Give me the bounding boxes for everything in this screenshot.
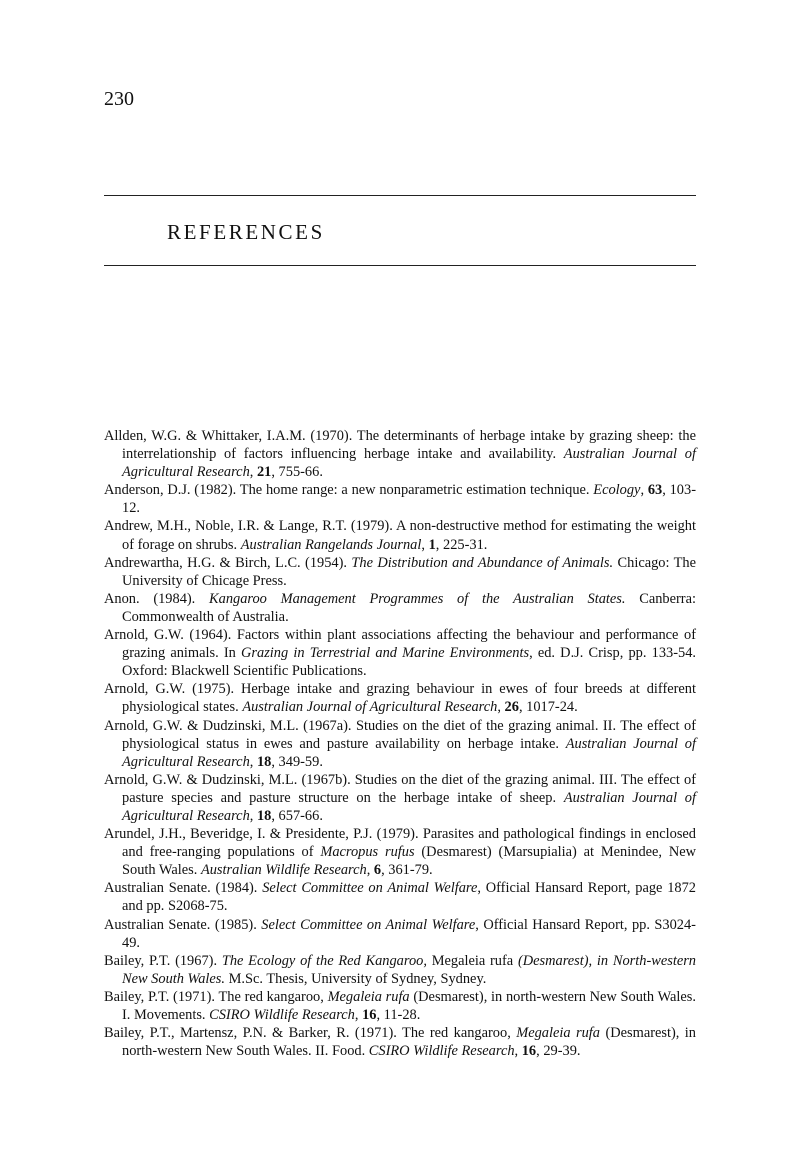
reference-text: Select Committee on Animal Welfare — [261, 916, 476, 933]
reference-text: Arnold, G.W. (1975). Herbage intake and grazing behaviour in ewes of four breeds at different physiological states. — [104, 681, 696, 716]
reference-text: Andrew, M.H., Noble, I.R. & Lange, R.T. (1979). A non-destructive method for estimating the weight of forage on shrubs. — [104, 518, 696, 553]
reference-text: , Official Hansard Report, pp. S3024-49. — [122, 916, 696, 951]
reference-text: 16 — [362, 1007, 377, 1023]
reference-entry — [104, 481, 696, 517]
reference-entry — [104, 626, 696, 680]
reference-text: Australian Journal of Agricultural Research — [122, 789, 696, 824]
reference-text: , — [354, 1007, 363, 1023]
reference-text: , — [514, 1043, 522, 1060]
reference-text: , 361-79. — [381, 862, 433, 879]
reference-text: , — [421, 536, 429, 553]
reference-text: (Desmarest) (Marsupialia) at Menindee, New South Wales. — [122, 844, 697, 879]
reference-text: Chicago: The University of Chicage Press. — [122, 554, 696, 589]
reference-text: (Desmarest), in north-western New South Wales. I. Movements. — [122, 988, 696, 1023]
reference-text: Australian Journal of Agricultural Research — [122, 446, 696, 481]
reference-text: , 11-28. — [376, 1007, 421, 1023]
reference-text: , 29-39. — [536, 1043, 581, 1060]
reference-entry — [104, 1024, 696, 1060]
reference-text: CSIRO Wildlife Research — [368, 1043, 515, 1060]
reference-text: Select Committee on Animal Welfare — [262, 880, 478, 897]
reference-text: Arnold, G.W. & Dudzinski, M.L. (1967a). Studies on the diet of the grazing animal. II. The effect of physiological status in ewes and pasture availability on herbage intake. — [104, 717, 696, 752]
reference-text: , 657-66. — [271, 807, 323, 824]
reference-text: 16 — [521, 1043, 537, 1060]
reference-text: Megaleia rufa — [516, 1025, 601, 1042]
reference-entry — [104, 771, 696, 825]
reference-text: Megaleia rufa — [327, 988, 410, 1005]
reference-text: Bailey, P.T. (1971). The red kangaroo, — [104, 988, 328, 1005]
reference-text: Allden, W.G. & Whittaker, I.A.M. (1970). The determinants of herbage intake by grazing sheep: the interrelationship of factors influencing herbage intake and availability. — [104, 428, 696, 463]
page-number: 230 — [104, 88, 134, 110]
reference-entry — [104, 825, 696, 879]
reference-text: Kangaroo Management Programmes of the Australian States. — [209, 590, 626, 607]
reference-text: 6 — [373, 862, 382, 879]
reference-text: Ecology — [593, 482, 641, 499]
reference-text: 1 — [428, 536, 436, 553]
reference-text: Anon. (1984). — [104, 590, 210, 607]
reference-text: Australian Journal of Agricultural Research — [122, 735, 696, 770]
reference-text: , 1017-24. — [518, 699, 578, 716]
reference-entry — [104, 554, 696, 590]
reference-text: Andrewartha, H.G. & Birch, L.C. (1954). — [104, 554, 352, 571]
reference-text: Australian Senate. (1985). — [104, 916, 262, 933]
reference-text: Bailey, P.T. (1967). — [104, 952, 222, 969]
reference-entry — [104, 879, 696, 915]
heading-rule-bottom — [104, 265, 696, 266]
heading-rule-top — [104, 195, 696, 196]
reference-text: Arundel, J.H., Beveridge, I. & Presidente, P.J. (1979). Parasites and pathological findings in enclosed and free-ranging populations of — [104, 826, 696, 861]
reference-entry — [104, 717, 696, 771]
reference-text: 18 — [256, 807, 272, 824]
reference-text: Canberra: Commonwealth of Australia. — [122, 590, 696, 625]
reference-text: , 349-59. — [271, 753, 323, 770]
reference-text: Arnold, G.W. (1964). Factors within plant associations affecting the behaviour and performance of grazing animals. In — [104, 627, 696, 662]
reference-text: 26 — [504, 699, 519, 716]
reference-text: Megaleia rufa — [426, 952, 518, 969]
reference-text: Anderson, D.J. (1982). The home range: a new nonparametric estimation technique. — [104, 482, 594, 499]
reference-text: , — [249, 464, 257, 481]
reference-text: Bailey, P.T., Martensz, P.N. & Barker, R. (1971). The red kangaroo, — [104, 1025, 517, 1042]
reference-text: M.Sc. Thesis, University of Sydney, Sydney. — [225, 970, 487, 987]
reference-text: The Distribution and Abundance of Animals. — [351, 554, 614, 571]
reference-text: Australian Senate. (1984). — [104, 880, 263, 897]
reference-text: CSIRO Wildlife Research — [209, 1007, 355, 1023]
reference-text: (Desmarest), in north-western New South Wales. II. Food. — [122, 1025, 697, 1060]
reference-list — [104, 427, 696, 1060]
reference-text: , — [366, 862, 374, 879]
reference-text: , — [249, 753, 257, 770]
reference-text: , — [497, 699, 505, 716]
reference-text: 18 — [256, 753, 272, 770]
reference-text: Grazing in Terrestrial and Marine Environments — [241, 645, 530, 662]
reference-text: , — [640, 482, 648, 499]
reference-entry — [104, 988, 696, 1024]
reference-text: Australian Rangelands Journal — [240, 536, 422, 553]
reference-text: Australian Wildlife Research — [200, 862, 367, 879]
reference-text: , 755-66. — [271, 464, 323, 481]
reference-text: 63 — [647, 482, 663, 499]
reference-text: , 103-12. — [122, 482, 696, 517]
reference-text: The Ecology of the Red Kangaroo, — [221, 952, 427, 969]
reference-entry — [104, 427, 696, 481]
reference-entry — [104, 590, 696, 626]
reference-entry — [104, 517, 696, 553]
reference-text: Macropus rufus — [320, 844, 415, 861]
section-heading: REFERENCES — [167, 220, 325, 244]
reference-text: , — [249, 807, 257, 824]
reference-text: Arnold, G.W. & Dudzinski, M.L. (1967b). Studies on the diet of the grazing animal. III. The effect of pasture species and pasture structure on the herbage intake of sheep. — [104, 771, 696, 806]
reference-entry — [104, 680, 696, 716]
reference-text: 21 — [256, 464, 272, 481]
reference-text: , ed. D.J. Crisp, pp. 133-54. Oxford: Blackwell Scientific Publications. — [122, 645, 696, 680]
reference-text: , 225-31. — [435, 536, 488, 553]
reference-entry — [104, 916, 696, 952]
reference-text: Australian Journal of Agricultural Research — [242, 699, 498, 716]
reference-text: (Desmarest), in North-western New South Wales. — [122, 952, 697, 987]
reference-text: , Official Hansard Report, page 1872 and pp. S2068-75. — [122, 880, 696, 915]
reference-entry — [104, 952, 696, 988]
